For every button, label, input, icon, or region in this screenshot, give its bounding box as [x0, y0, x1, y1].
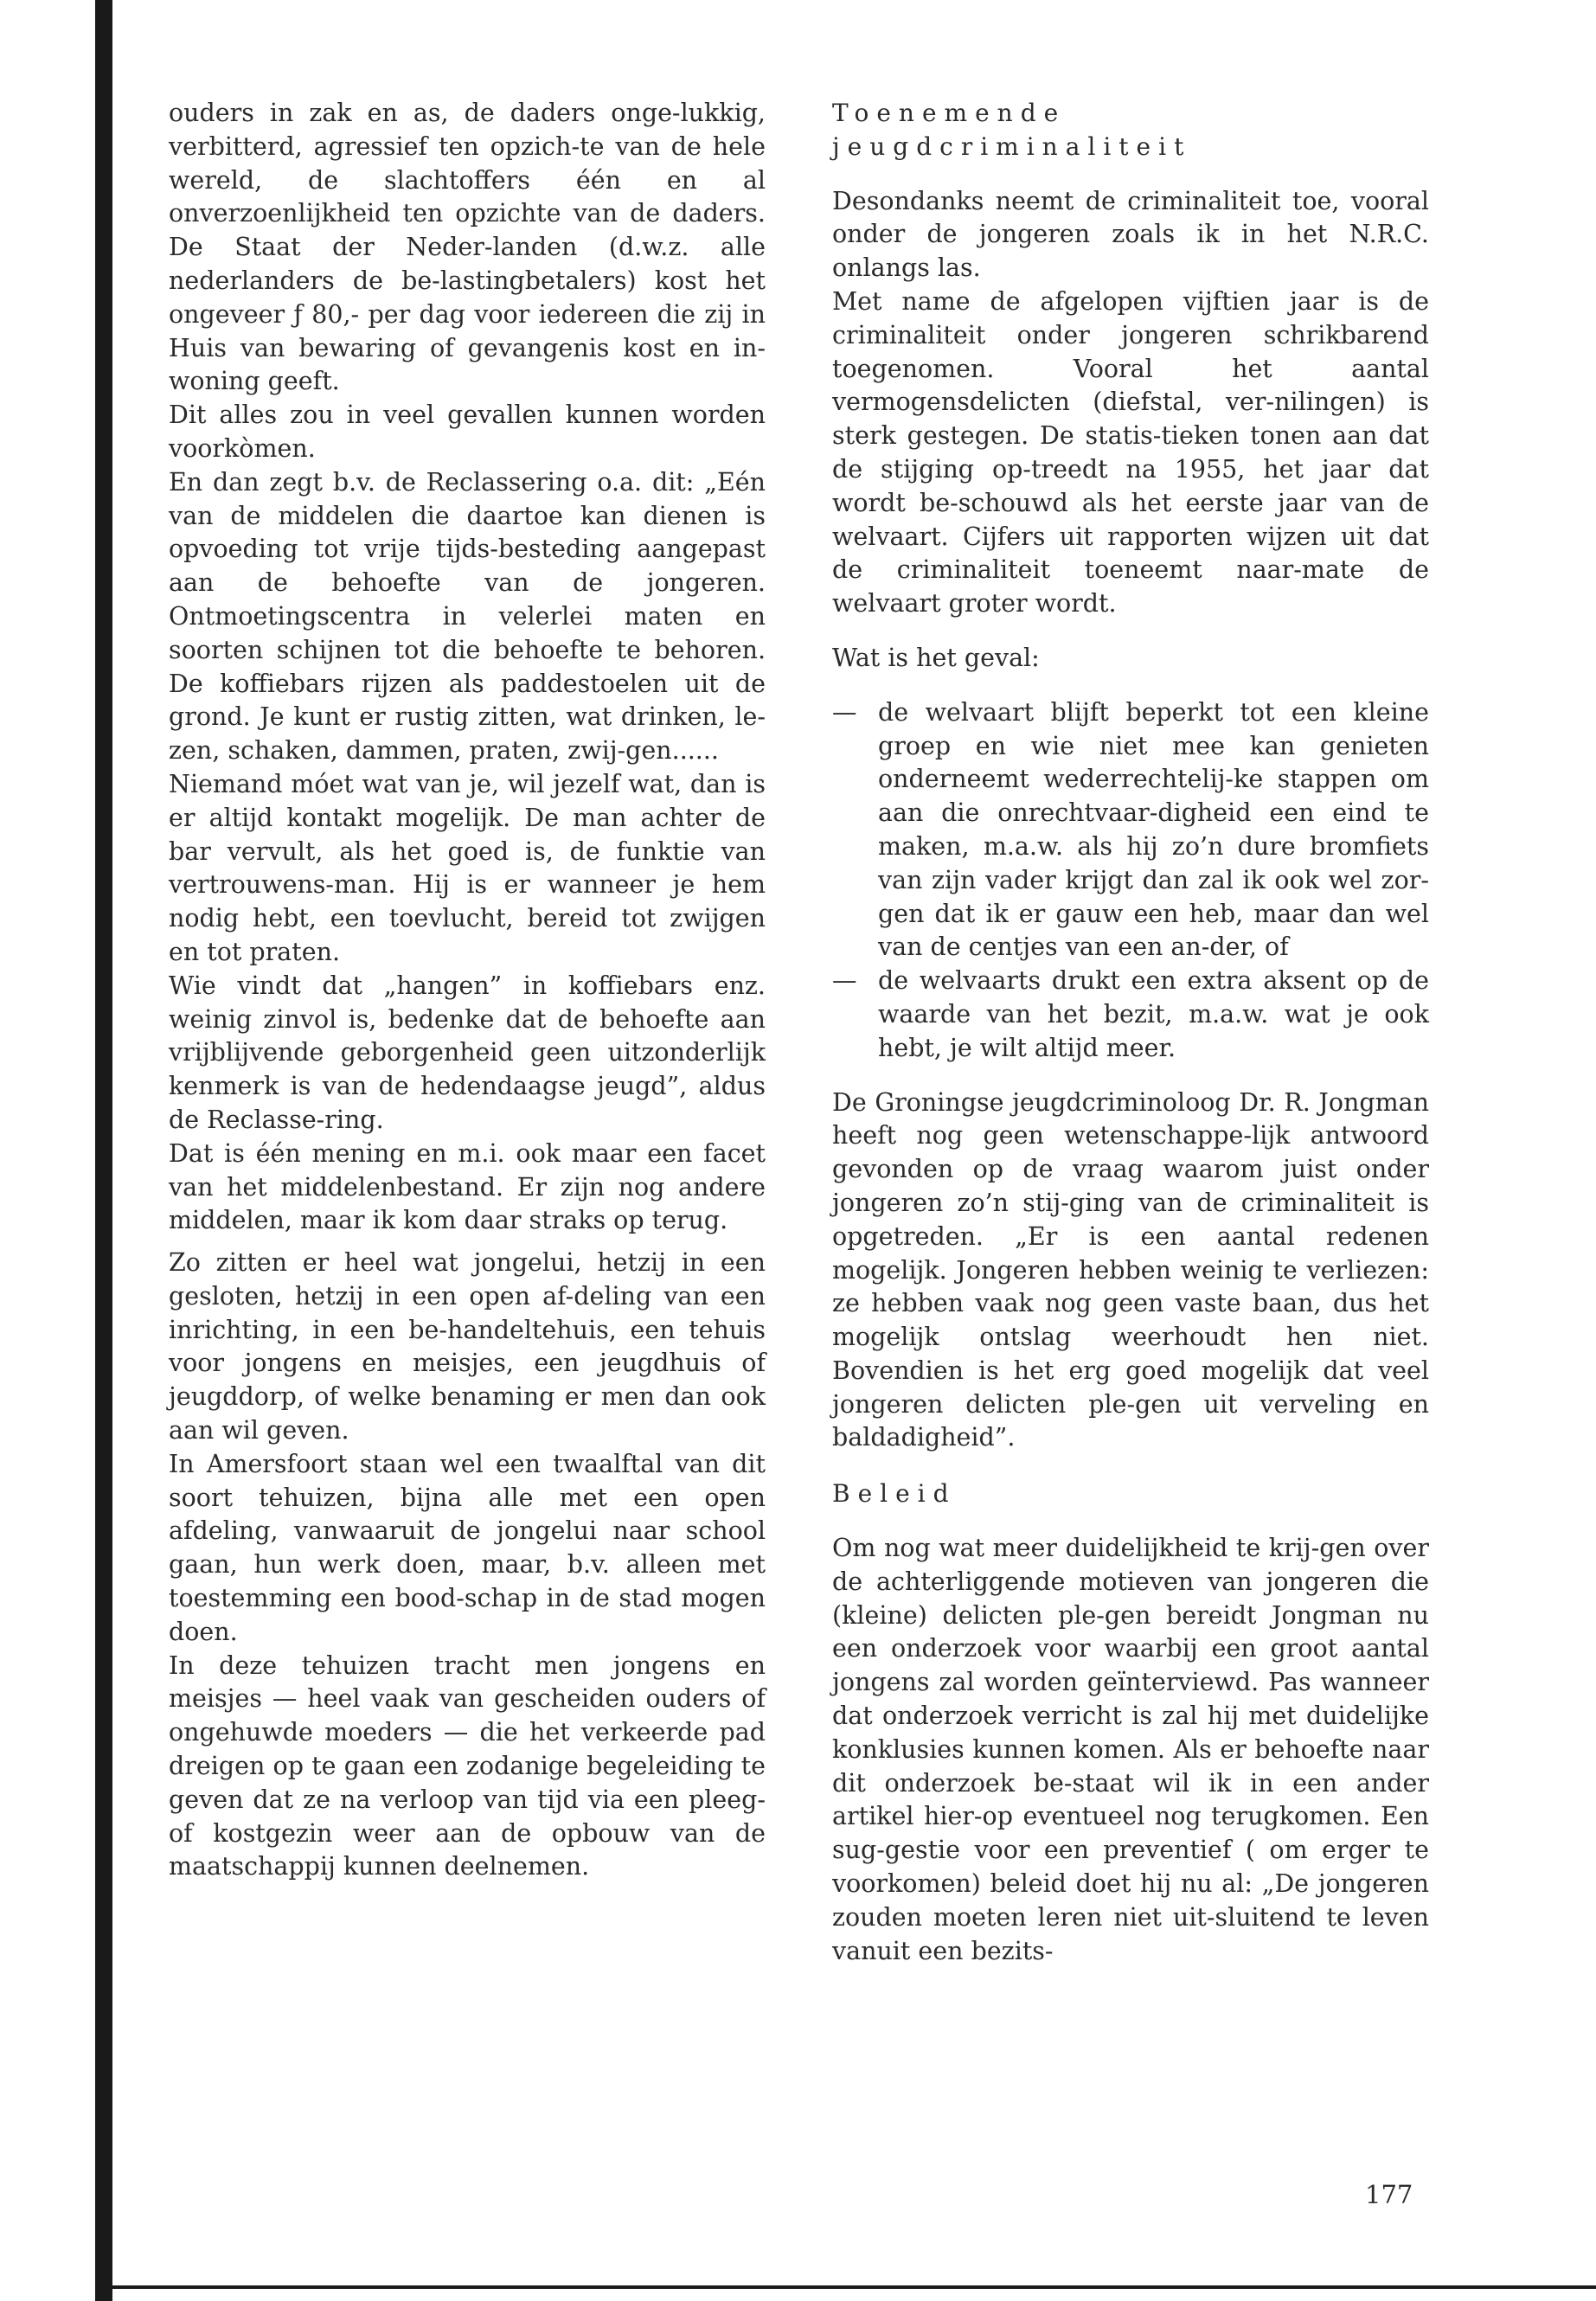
paragraph: Dit alles zou in veel gevallen kunnen worden voorkòmen. [169, 401, 766, 463]
bullet-text: de welvaart blijft beperkt tot een kleine groep en wie niet mee kan genieten onderneemt wederrechtelij-ke stappen om aan die onrechtvaar-digheid een eind te maken, m.a.w. als hij zo’n dure bromfiets van zijn vader krijgt dan zal ik ook wel zor-gen dat ik er gauw een heb, maar dan wel van de centjes van een an-der, of [878, 697, 1429, 962]
section-heading-line2: jeugdcriminaliteit [832, 131, 1192, 161]
page-number: 177 [1365, 2180, 1413, 2209]
paragraph: Wie vindt dat „hangen” in koffiebars enz. weinig zinvol is, bedenke dat de behoefte aan vrijblijvende geborgenheid geen uitzonderlijk kenmerk is van de hedendaagse jeugd”, aldus de Reclasse-ring. [169, 971, 766, 1134]
dash-marker: — [832, 966, 857, 996]
paragraph: De Groningse jeugdcriminoloog Dr. R. Jongman heeft nog geen wetenschappe-lijk antwoord gevonden op de vraag waarom juist onder jongeren zo’n stij-ging van de criminaliteit is opgetreden. „Er is een aantal redenen mogelijk. Jongeren hebben weinig te verliezen: ze hebben vaak nog geen vaste baan, dus het mogelijk ontslag weerhoudt hen niet. Bovendien is het erg goed mogelijk dat veel jongeren delicten ple-gen uit verveling en baldadigheid”. [832, 1087, 1429, 1452]
bullet-text: de welvaarts drukt een extra aksent op de waarde van het bezit, m.a.w. wat je ook hebt, je wilt altijd meer. [878, 966, 1429, 1062]
section-heading: Beleid [832, 1479, 957, 1509]
paragraph: In Amersfoort staan wel een twaalftal van dit soort tehuizen, bijna alle met een open afdeling, vanwaaruit de jongelui naar school gaan, hun werk doen, maar, b.v. alleen met toestemming een bood-schap in de stad mogen doen. [169, 1449, 766, 1646]
page-edge-shadow [95, 0, 112, 2301]
paragraph: Om nog wat meer duidelijkheid te krij-gen over de achterliggende motieven van jongeren die (kleine) delicten ple-gen bereidt Jongman nu een onderzoek voor waarbij een groot aantal jongens zal worden geïnterviewd. Pas wanneer dat onderzoek verricht is zal hij met duidelijke konklusies kunnen komen. Als er behoefte naar dit onderzoek be-staat wil ik in een ander artikel hier-op eventueel nog terugkomen. Een sug-gestie voor een preventief ( om erger te voorkomen) beleid doet hij nu al: „De jongeren zouden moeten leren niet uit-sluitend te leven vanuit een bezits- [832, 1534, 1429, 1965]
paragraph: Wat is het geval: [832, 643, 1040, 672]
paragraph: Desondanks neemt de criminaliteit toe, vooral onder de jongeren zoals ik in het N.R.C. onlangs las. [832, 186, 1429, 283]
paragraph: Dat is één mening en m.i. ook maar een facet van het middelenbestand. Er zijn nog andere middelen, maar ik kom daar straks op terug. [169, 1138, 766, 1235]
bullet-item [832, 696, 1429, 965]
page-edge-bottom [95, 2285, 1596, 2289]
paragraph: Zo zitten er heel wat jongelui, hetzij in een gesloten, hetzij in een open af-deling van een inrichting, in een be-handeltehuis, een tehuis voor jongens en meisjes, een jeugdhuis of jeugddorp, of welke benaming er men dan ook aan wil geven. [169, 1248, 766, 1445]
paragraph: ouders in zak en as, de daders onge-lukkig, verbitterd, agressief ten opzich-te van de hele wereld, de slachtoffers één en al onverzoenlijkheid ten opzichte van de daders. De Staat der Neder-landen (d.w.z. alle nederlanders de be-lastingbetalers) kost het ongeveer ƒ 80,- per dag voor iedereen die zij in Huis van bewaring of gevangenis kost en in-woning geeft. [169, 99, 766, 396]
bullet-item [832, 965, 1429, 1065]
left-column [169, 97, 766, 1884]
section-heading-line1: Toenemende [832, 99, 1067, 127]
paragraph: In deze tehuizen tracht men jongens en meisjes — heel vaak van gescheiden ouders of ongehuwde moeders — die het verkeerde pad dreigen op te gaan een zodanige begeleiding te geven dat ze na verloop van tijd via een pleeg- of kostgezin weer aan de opbouw van de maatschappij kunnen deelnemen. [169, 1650, 766, 1881]
paragraph: Niemand móet wat van je, wil jezelf wat, dan is er altijd kontakt mogelijk. De man achter de bar vervult, als het goed is, de funktie van vertrouwens-man. Hij is er wanneer je hem nodig hebt, een toevlucht, bereid tot zwijgen en tot praten. [169, 769, 766, 966]
dash-marker: — [832, 697, 857, 727]
paragraph: Met name de afgelopen vijftien jaar is de criminaliteit onder jongeren schrikbarend toegenomen. Vooral het aantal vermogensdelicten (diefstal, ver-nilingen) is sterk gestegen. De statis-tieken tonen aan dat de stijging op-treedt na 1955, het jaar dat wordt be-schouwd als het eerste jaar van de welvaart. Cijfers uit rapporten wijzen uit dat de criminaliteit toeneemt naar-mate de welvaart groter wordt. [832, 286, 1429, 619]
right-column [832, 97, 1429, 1968]
paragraph: En dan zegt b.v. de Reclassering o.a. dit: „Eén van de middelen die daartoe kan dienen is opvoeding tot vrije tijds-besteding aangepast aan de behoefte van de jongeren. Ontmoetingscentra in velerlei maten en soorten schijnen tot die behoefte te behoren. De koffiebars rijzen als paddestoelen uit de grond. Je kunt er rustig zitten, wat drinken, le-zen, schaken, dammen, praten, zwij-gen...... [169, 467, 766, 766]
